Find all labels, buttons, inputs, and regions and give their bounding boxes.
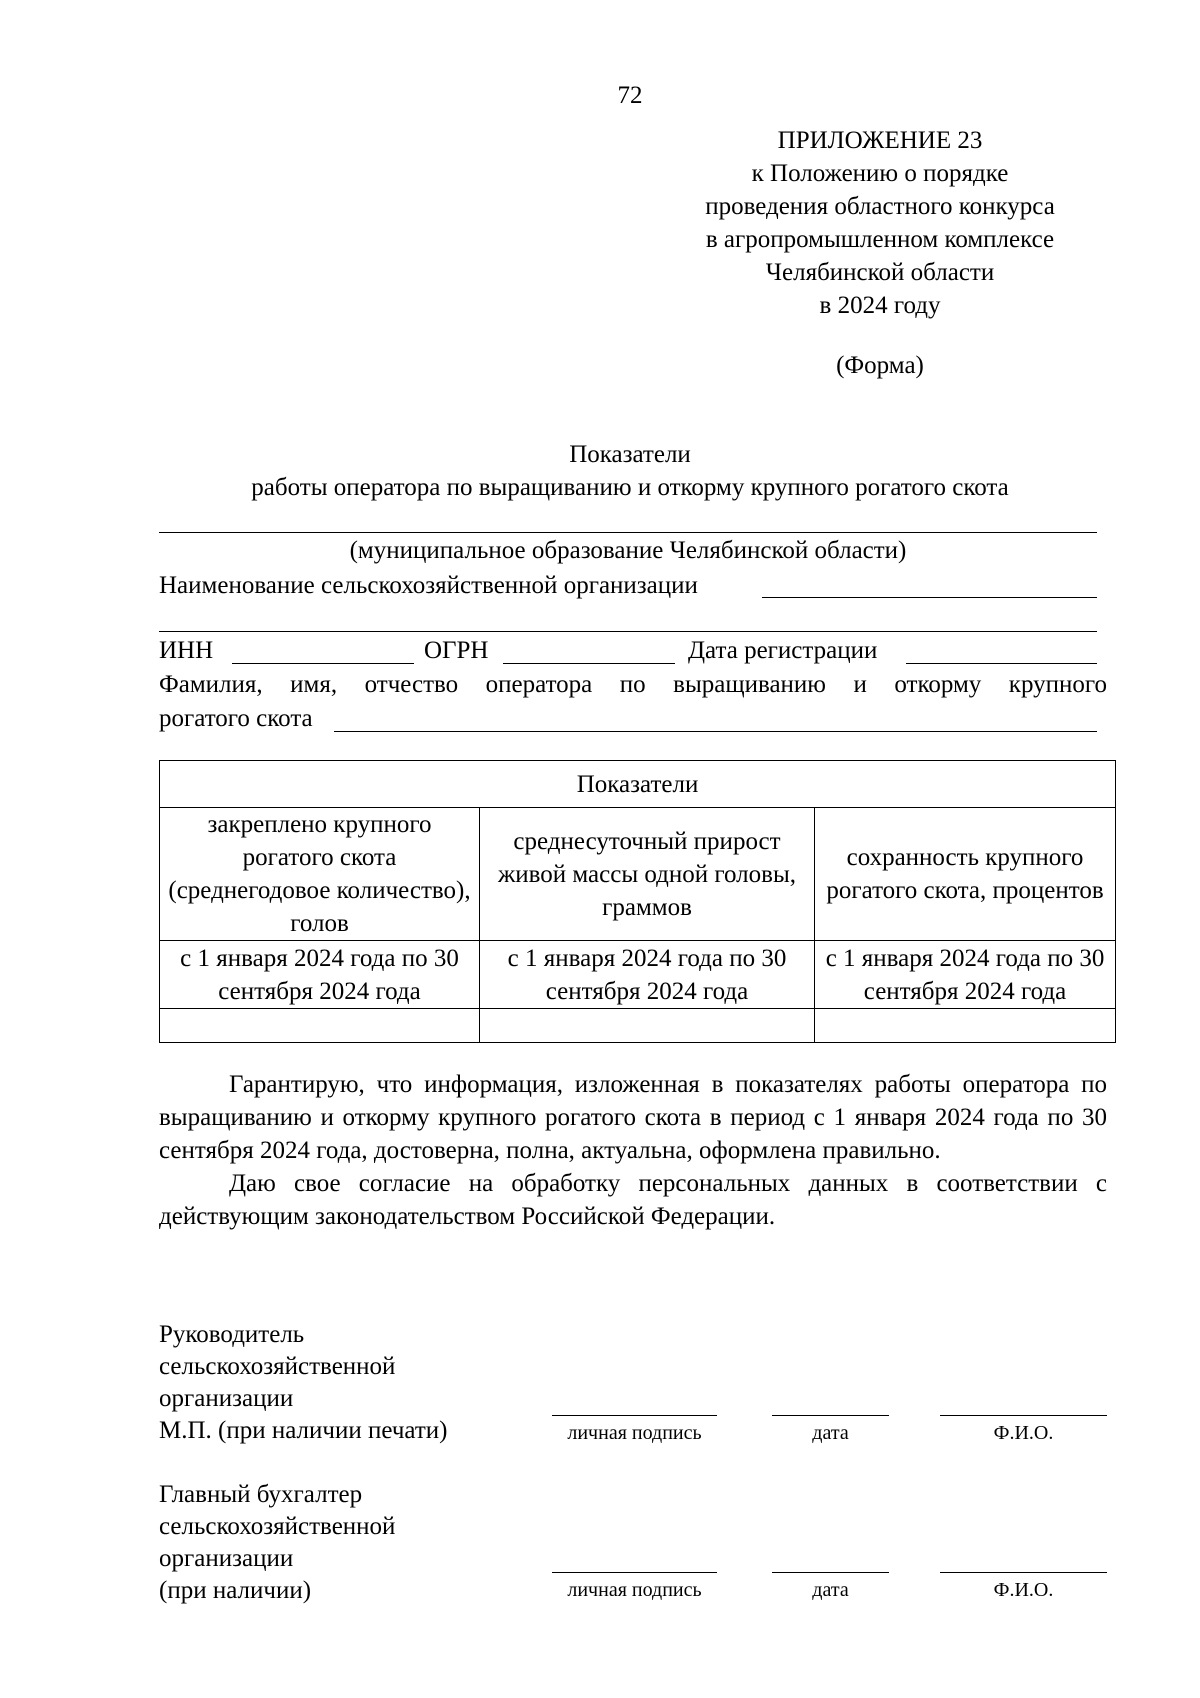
document-heading-line1: Показатели [569, 441, 691, 468]
signature-caption: личная подпись [567, 1579, 702, 1601]
operator-fio-line[interactable] [334, 731, 1097, 732]
ogrn-line[interactable] [503, 663, 675, 664]
statements [159, 1068, 1107, 1233]
table-header: Показатели [160, 761, 1116, 808]
value-cell[interactable] [160, 1009, 480, 1043]
date-line[interactable] [772, 1572, 889, 1573]
inn-line[interactable] [232, 663, 414, 664]
municipality-caption: (муниципальное образование Челябинской области) [349, 537, 907, 564]
reg-date-label: Дата регистрации [688, 637, 878, 664]
ogrn-label: ОГРН [424, 637, 489, 664]
value-cell[interactable] [815, 1009, 1116, 1043]
appendix-line: к Положению о порядке [751, 160, 1009, 187]
role-line: сельскохозяйственной [159, 1513, 396, 1540]
signature-role-head [159, 1319, 448, 1447]
signature-line[interactable] [552, 1572, 717, 1573]
guarantee-statement: Гарантирую, что информация, изложенная в показателях работы оператора по выращиванию и откорму крупного рогатого скота в период с 1 января 2024 года по 30 сентября 2024 года, достоверна, полна, актуальна, оформлена правильно. [159, 1071, 1107, 1164]
appendix-line: Челябинской области [765, 259, 995, 286]
fio-line[interactable] [940, 1572, 1107, 1573]
appendix-line: проведения областного конкурса [705, 193, 1055, 220]
period-cell: с 1 января 2024 года по 30 сентября 2024 года [160, 941, 480, 1009]
column-header: среднесуточный прирост живой массы одной головы, граммов [480, 808, 815, 941]
fio-caption: Ф.И.О. [993, 1579, 1054, 1601]
role-line: Главный бухгалтер [159, 1481, 363, 1508]
role-line: Руководитель [159, 1321, 305, 1348]
date-line[interactable] [772, 1415, 889, 1416]
fio-caption: Ф.И.О. [993, 1422, 1054, 1444]
org-name-line-continued[interactable] [159, 631, 1097, 632]
value-cell[interactable] [480, 1009, 815, 1043]
org-name-line[interactable] [762, 597, 1097, 598]
role-line: организации [159, 1385, 294, 1412]
appendix-block [680, 124, 1080, 382]
reg-date-line[interactable] [906, 663, 1097, 664]
operator-fio-label-cont: рогатого скота [159, 705, 313, 732]
document-heading-line2: работы оператора по выращиванию и откорму крупного рогатого скота [251, 474, 1009, 501]
role-line: сельскохозяйственной [159, 1353, 396, 1380]
role-line: (при наличии) [159, 1577, 312, 1604]
form-label: (Форма) [836, 352, 924, 379]
signature-role-accountant [159, 1479, 395, 1607]
inn-label: ИНН [159, 637, 214, 664]
appendix-line: в 2024 году [819, 292, 941, 319]
role-line: М.П. (при наличии печати) [159, 1417, 448, 1444]
column-header: сохранность крупного рогатого скота, процентов [815, 808, 1116, 941]
column-header: закреплено крупного рогатого скота (среднегодовое количество), голов [160, 808, 480, 941]
municipality-line[interactable] [159, 532, 1097, 533]
date-caption: дата [812, 1579, 849, 1601]
appendix-title: ПРИЛОЖЕНИЕ 23 [777, 127, 983, 154]
operator-fio-label: Фамилия, имя, отчество оператора по выращиванию и откорму крупного [159, 671, 1107, 698]
signature-line[interactable] [552, 1415, 717, 1416]
org-name-label: Наименование сельскохозяйственной организации [159, 572, 698, 599]
period-cell: с 1 января 2024 года по 30 сентября 2024 года [815, 941, 1116, 1009]
period-cell: с 1 января 2024 года по 30 сентября 2024 года [480, 941, 815, 1009]
role-line: организации [159, 1545, 294, 1572]
date-caption: дата [812, 1422, 849, 1444]
appendix-line: в агропромышленном комплексе [705, 226, 1055, 253]
page-number: 72 [617, 82, 643, 109]
fio-line[interactable] [940, 1415, 1107, 1416]
signature-caption: личная подпись [567, 1422, 702, 1444]
consent-statement: Даю свое согласие на обработку персональных данных в соответствии с действующим законодательством Российской Федерации. [159, 1170, 1107, 1230]
indicators-table [159, 760, 1116, 1043]
